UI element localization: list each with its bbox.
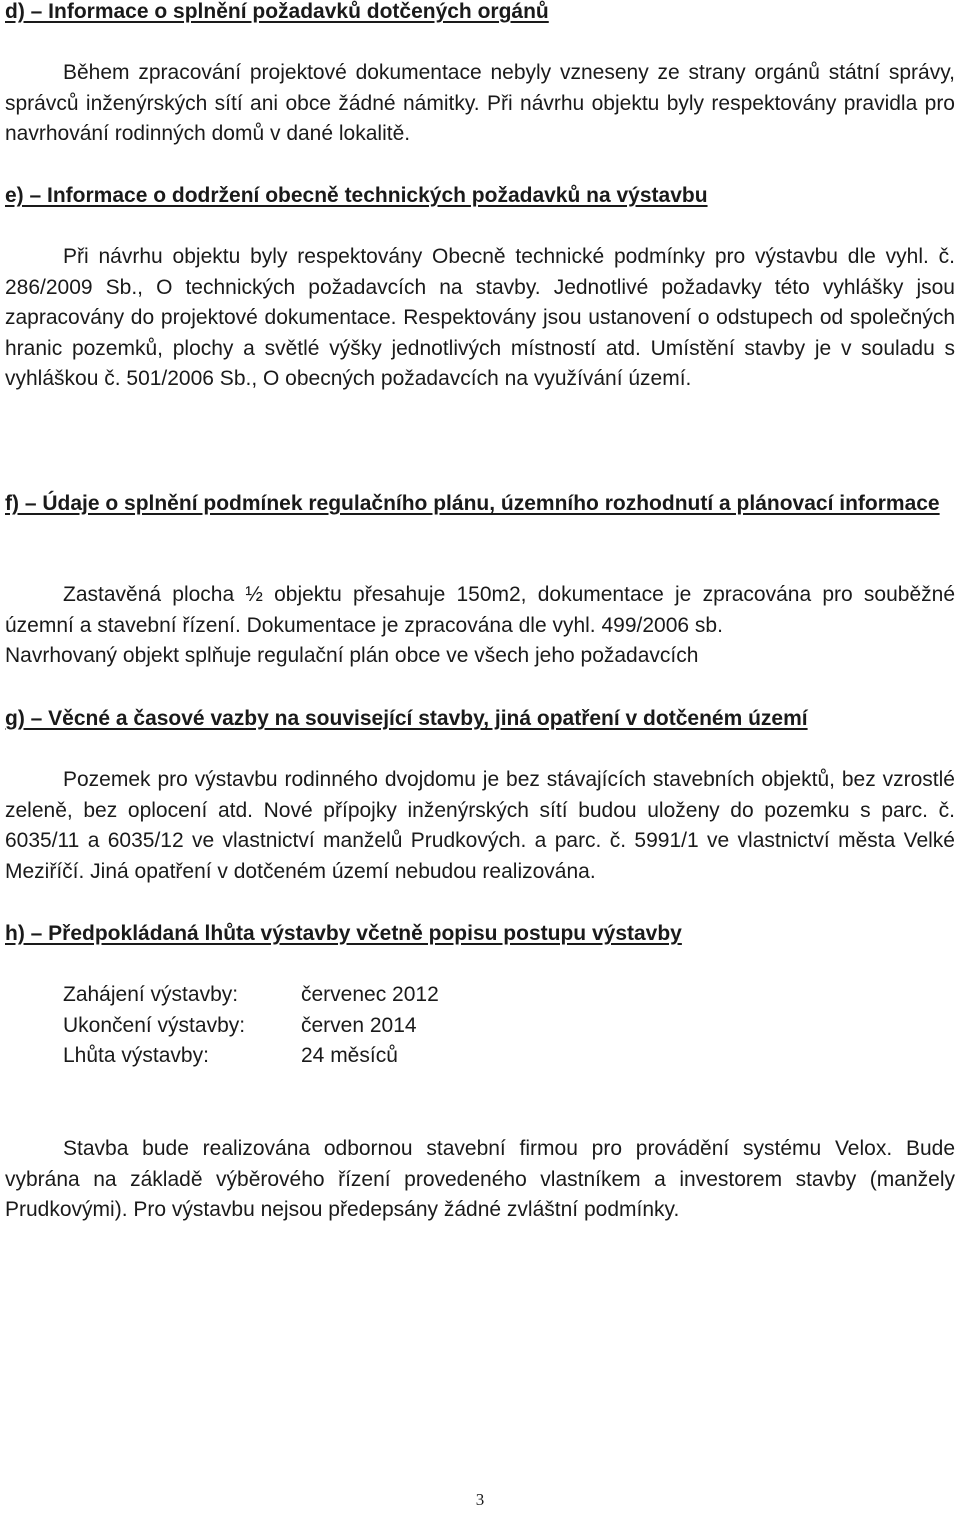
section-g-paragraph xyxy=(5,765,955,887)
schedule-value: červen 2014 xyxy=(301,1013,417,1037)
schedule-row-start xyxy=(63,980,663,1011)
section-h-paragraph xyxy=(5,1134,955,1226)
section-h-heading: h) – Předpokládaná lhůta výstavby včetně popisu postupu výstavby xyxy=(5,922,682,945)
section-e-paragraph xyxy=(5,242,955,395)
section-f-text-1: Zastavěná plocha ½ objektu přesahuje 150m2, dokumentace je zpracována pro souběžné územní a stavební řízení. Dokumentace je zpracována dle vyhl. 499/2006 sb. xyxy=(5,583,955,637)
schedule-row-duration xyxy=(63,1041,663,1072)
section-d-heading: d) – Informace o splnění požadavků dotčených orgánů xyxy=(5,0,549,23)
section-e-heading: e) – Informace o dodržení obecně technických požadavků na výstavbu xyxy=(5,184,708,207)
section-f-paragraph-1 xyxy=(5,580,955,641)
section-h-text: Stavba bude realizována odbornou stavební firmou pro provádění systému Velox. Bude vybrána na základě výběrového řízení provedeného vlastníkem a investorem stavby (manžely Prudkovými). Pro výstavbu nejsou předepsány žádné zvláštní podmínky. xyxy=(5,1137,955,1222)
section-f-heading: f) – Údaje o splnění podmínek regulačního plánu, územního rozhodnutí a plánovací informace xyxy=(5,492,940,515)
section-e-text: Při návrhu objektu byly respektovány Obecně technické podmínky pro výstavbu dle vyhl. č. 286/2009 Sb., O technických požadavcích na stavby. Jednotlivé požadavky této vyhlášky jsou zapracovány do projektové dokumentace. Respektovány jsou ustanovení o odstupech od společných hranic pozemků, plochy a světlé výšky jednotlivých místností atd. Umístění stavby je v souladu s vyhláškou č. 501/2006 Sb., O obecných požadavcích na využívání území. xyxy=(5,245,955,391)
page-number: 3 xyxy=(475,1490,485,1509)
section-d-paragraph xyxy=(5,58,955,150)
section-f-paragraph-2: Navrhovaný objekt splňuje regulační plán obce ve všech jeho požadavcích xyxy=(5,644,699,667)
schedule-row-end xyxy=(63,1011,663,1042)
schedule-label: Zahájení výstavby: xyxy=(63,983,239,1006)
schedule-value: 24 měsíců xyxy=(301,1044,398,1068)
section-d-text: Během zpracování projektové dokumentace nebyly vzneseny ze strany orgánů státní správy, správců inženýrských sítí ani obce žádné námitky. Při návrhu objektu byly respektovány pravidla pro navrhování rodinných domů v dané lokalitě. xyxy=(5,61,955,146)
construction-schedule xyxy=(63,980,663,1072)
section-g-heading: g) – Věcné a časové vazby na související stavby, jiná opatření v dotčeném území xyxy=(5,707,808,730)
schedule-value: červenec 2012 xyxy=(301,983,439,1006)
section-g-text: Pozemek pro výstavbu rodinného dvojdomu je bez stávajících stavebních objektů, bez vzrostlé zeleně, bez oplocení atd. Nové přípojky inženýrských sítí budou uloženy do pozemku s parc. č. 6035/11 a 6035/12 ve vlastnictví manželů Prudkových. a parc. č. 5991/1 ve vlastnictví města Velké Meziříčí. Jiná opatření v dotčeném území nebudou realizována. xyxy=(5,768,955,883)
schedule-label: Ukončení výstavby: xyxy=(63,1013,246,1037)
schedule-label: Lhůta výstavby: xyxy=(63,1044,209,1068)
